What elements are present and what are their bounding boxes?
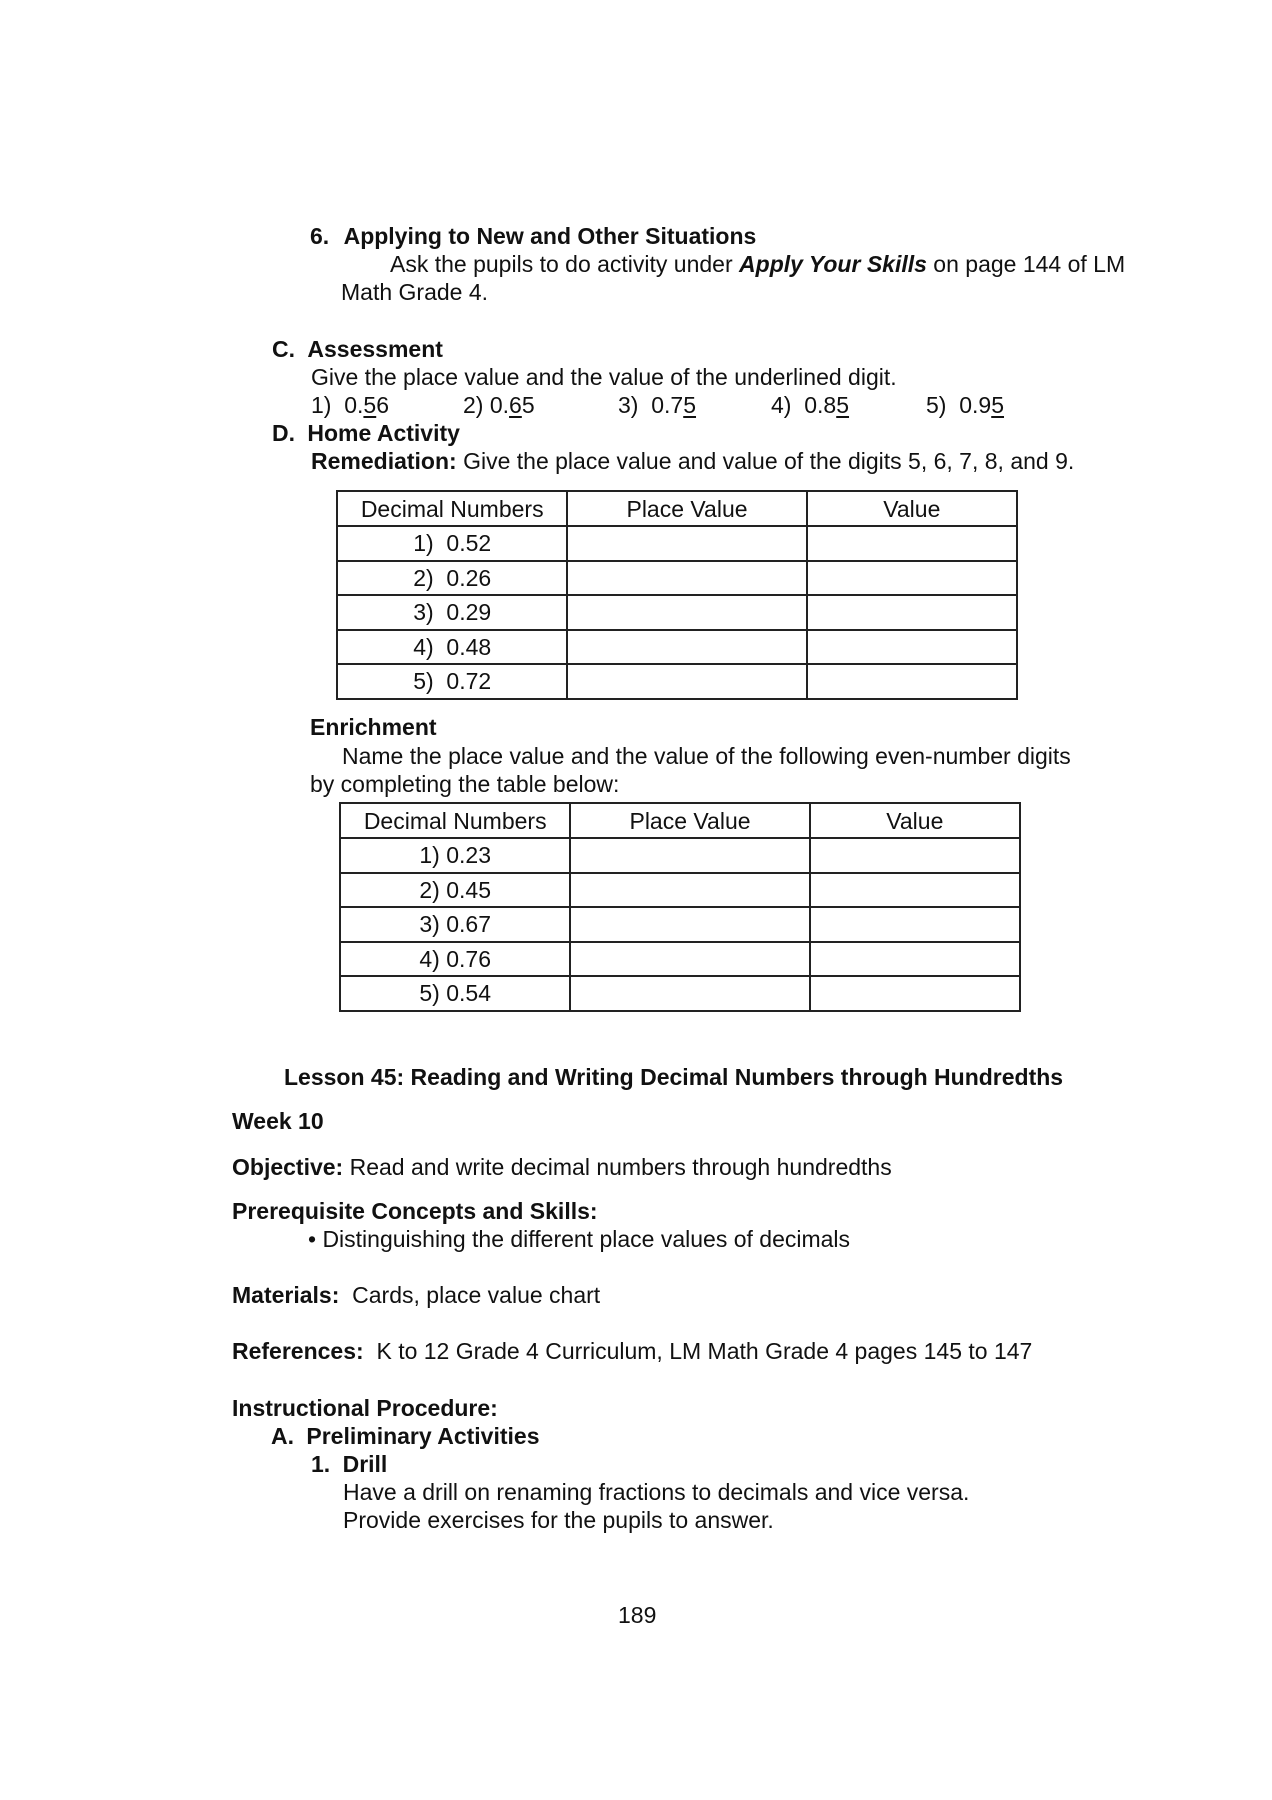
item-label: 1) — [311, 392, 332, 418]
header-place-value: Place Value — [570, 803, 809, 838]
enrichment-line1: Name the place value and the value of the following even-number digits — [342, 743, 1071, 769]
table-header-row — [340, 803, 1020, 838]
remediation-table — [336, 490, 1018, 700]
assessment-letter: C. — [272, 336, 295, 362]
text: Ask the pupils to do activity under — [390, 251, 740, 277]
assessment-instruction: Give the place value and the value of the underlined digit. — [311, 364, 897, 390]
assessment-item-5 — [926, 391, 1004, 419]
table-row — [340, 976, 1020, 1011]
section-6-text-line1 — [390, 250, 1125, 278]
procedure-a-letter: A. — [271, 1423, 294, 1449]
underlined-digit: 5 — [363, 392, 377, 418]
underlined-digit: 6 — [509, 392, 522, 418]
materials-line — [232, 1281, 600, 1309]
value-cell[interactable] — [810, 976, 1020, 1011]
decimal-number-cell: 3) 0.67 — [340, 907, 570, 942]
value-cell[interactable] — [810, 838, 1020, 873]
place-value-cell[interactable] — [570, 976, 809, 1011]
header-decimal-numbers: Decimal Numbers — [340, 803, 570, 838]
underlined-digit: 5 — [836, 392, 850, 418]
prerequisite-item: • Distinguishing the different place values of decimals — [308, 1226, 851, 1252]
remediation-label: Remediation: — [311, 448, 457, 474]
references-line — [232, 1337, 1032, 1365]
week-label: Week 10 — [232, 1108, 324, 1134]
item-label: 3) — [618, 392, 639, 418]
decimal-number-cell: 2) 0.45 — [340, 873, 570, 908]
place-value-cell[interactable] — [570, 907, 809, 942]
place-value-cell[interactable] — [567, 526, 806, 561]
table-header-row — [337, 491, 1017, 526]
section-6-text-line2: Math Grade 4. — [341, 279, 489, 305]
objective-line — [232, 1153, 892, 1181]
place-value-cell[interactable] — [567, 595, 806, 630]
item-post: 5 — [521, 392, 535, 418]
table-row — [337, 561, 1017, 596]
item-pre: 0.7 — [651, 392, 684, 418]
section-6-heading — [310, 222, 756, 250]
home-activity-title: Home Activity — [307, 420, 460, 446]
references-text: K to 12 Grade 4 Curriculum, LM Math Grade 4 pages 145 to 147 — [363, 1338, 1033, 1364]
header-value: Value — [807, 491, 1017, 526]
page-number: 189 — [618, 1602, 657, 1628]
assessment-item-3 — [618, 391, 696, 419]
decimal-number-cell: 4) 0.76 — [340, 942, 570, 977]
assessment-heading — [272, 335, 443, 363]
home-activity-letter: D. — [272, 420, 295, 446]
value-cell[interactable] — [810, 942, 1020, 977]
place-value-cell[interactable] — [570, 838, 809, 873]
item-pre: 0.9 — [959, 392, 992, 418]
place-value-cell[interactable] — [570, 942, 809, 977]
decimal-number-cell: 1) 0.23 — [340, 838, 570, 873]
remediation-text: Give the place value and value of the digits 5, 6, 7, 8, and 9. — [456, 448, 1075, 474]
value-cell[interactable] — [807, 664, 1017, 699]
item-pre: 0. — [344, 392, 364, 418]
drill-heading — [311, 1450, 387, 1478]
underlined-digit: 5 — [683, 392, 697, 418]
value-cell[interactable] — [807, 630, 1017, 665]
decimal-number-cell: 5) 0.54 — [340, 976, 570, 1011]
assessment-item-2 — [463, 391, 535, 419]
header-decimal-numbers: Decimal Numbers — [337, 491, 567, 526]
item-label: 4) — [771, 392, 792, 418]
table-row — [337, 664, 1017, 699]
table-row — [340, 873, 1020, 908]
value-cell[interactable] — [807, 526, 1017, 561]
drill-title: Drill — [342, 1451, 388, 1477]
table-row — [337, 630, 1017, 665]
item-post: 6 — [376, 392, 390, 418]
table-row — [340, 838, 1020, 873]
assessment-title: Assessment — [307, 336, 443, 362]
drill-line2: Provide exercises for the pupils to answer. — [343, 1507, 774, 1533]
home-activity-heading — [272, 419, 460, 447]
procedure-heading: Instructional Procedure: — [232, 1395, 498, 1421]
place-value-cell[interactable] — [570, 873, 809, 908]
item-pre: 0. — [489, 392, 510, 418]
table-row — [340, 907, 1020, 942]
decimal-number-cell: 3) 0.29 — [337, 595, 567, 630]
materials-label: Materials: — [232, 1282, 340, 1308]
value-cell[interactable] — [810, 873, 1020, 908]
prerequisite-heading: Prerequisite Concepts and Skills: — [232, 1198, 598, 1224]
underlined-digit: 5 — [991, 392, 1005, 418]
item-pre: 0.8 — [804, 392, 837, 418]
value-cell[interactable] — [810, 907, 1020, 942]
header-value: Value — [810, 803, 1020, 838]
table-row — [337, 526, 1017, 561]
lesson-title: Lesson 45: Reading and Writing Decimal Numbers through Hundredths — [284, 1064, 1064, 1090]
references-label: References: — [232, 1338, 364, 1364]
drill-number: 1. — [311, 1451, 331, 1477]
header-place-value: Place Value — [567, 491, 806, 526]
place-value-cell[interactable] — [567, 630, 806, 665]
section-6-number: 6. — [310, 223, 330, 249]
drill-line1: Have a drill on renaming fractions to decimals and vice versa. — [343, 1479, 970, 1505]
enrichment-table — [339, 802, 1021, 1012]
decimal-number-cell: 5) 0.72 — [337, 664, 567, 699]
item-label: 2) — [463, 392, 484, 418]
apply-your-skills-emphasis: Apply Your Skills — [739, 251, 927, 277]
materials-text: Cards, place value chart — [339, 1282, 601, 1308]
value-cell[interactable] — [807, 561, 1017, 596]
place-value-cell[interactable] — [567, 561, 806, 596]
table-row — [340, 942, 1020, 977]
section-6-title: Applying to New and Other Situations — [343, 223, 757, 249]
decimal-number-cell: 1) 0.52 — [337, 526, 567, 561]
decimal-number-cell: 2) 0.26 — [337, 561, 567, 596]
value-cell[interactable] — [807, 595, 1017, 630]
assessment-items — [311, 391, 1031, 419]
remediation-line — [311, 447, 1074, 475]
enrichment-line2: by completing the table below: — [310, 771, 620, 797]
assessment-item-1 — [311, 391, 389, 419]
objective-label: Objective: — [232, 1154, 344, 1180]
procedure-a-title: Preliminary Activities — [306, 1423, 540, 1449]
objective-text: Read and write decimal numbers through hundredths — [343, 1154, 892, 1180]
enrichment-heading: Enrichment — [310, 714, 437, 740]
table-row — [337, 595, 1017, 630]
item-label: 5) — [926, 392, 947, 418]
text: on page 144 of LM — [926, 251, 1126, 277]
place-value-cell[interactable] — [567, 664, 806, 699]
assessment-item-4 — [771, 391, 849, 419]
decimal-number-cell: 4) 0.48 — [337, 630, 567, 665]
preliminary-activities-heading — [271, 1422, 539, 1450]
